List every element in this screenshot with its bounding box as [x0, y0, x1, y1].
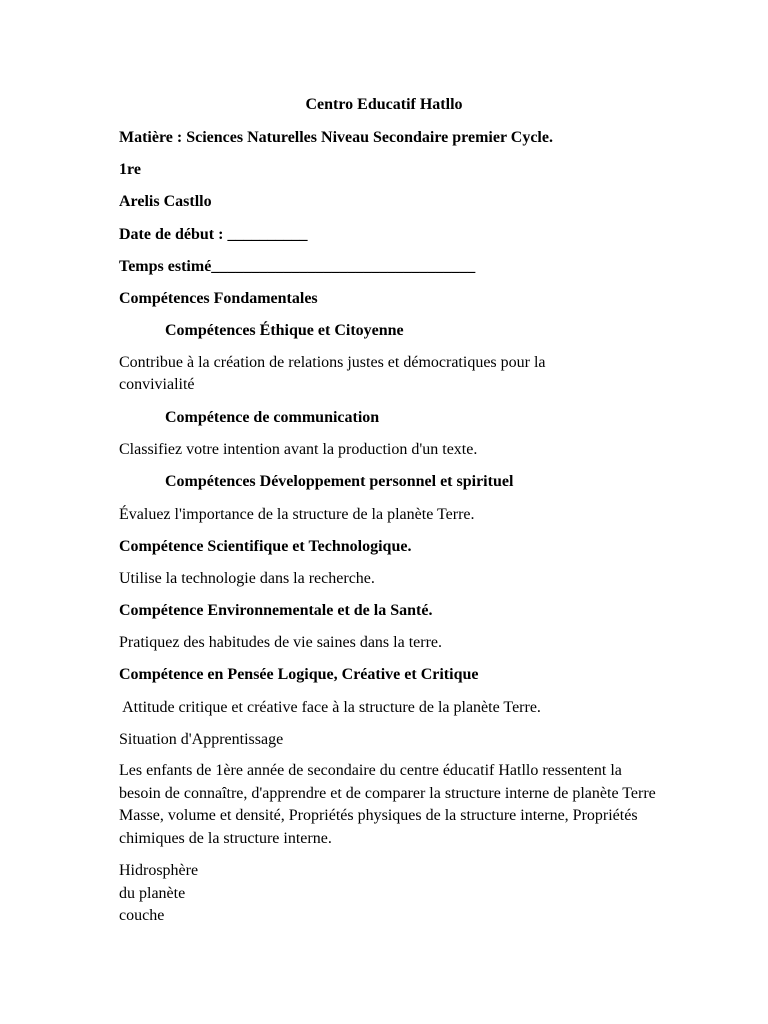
environment-text: Pratiquez des habitudes de vie saines dans la terre. [119, 634, 442, 651]
topic-list [119, 860, 198, 928]
logic-title: Compétence en Pensée Logique, Créative et Critique [119, 666, 479, 683]
communication-text: Classifiez votre intention avant la production d'un texte. [119, 441, 478, 458]
science-text: Utilise la technologie dans la recherche. [119, 570, 375, 587]
science-title: Compétence Scientifique et Technologique. [119, 538, 412, 555]
communication-title: Compétence de communication [165, 409, 380, 426]
school-title: Centro Educatif Hatllo [305, 96, 463, 113]
ethics-text: Contribue à la création de relations justes et démocratiques pour la convivialité [119, 354, 546, 393]
list-item: du planète [119, 884, 186, 902]
personal-text: Évaluez l'importance de la structure de la planète Terre. [119, 506, 475, 523]
competences-heading: Compétences Fondamentales [119, 290, 318, 307]
grade-line: 1re [119, 161, 141, 178]
situation-text: Les enfants de 1ère année de secondaire du centre éducatif Hatllo ressentent la besoin de connaître, d'apprendre et de comparer la structure interne de planète Terre Masse, volume et densité, Propriétés physiques de la structure interne, Propriétés chimiques de la structure interne. [119, 762, 656, 848]
list-item: Hidrosphère [119, 862, 199, 879]
situation-title: Situation d'Apprentissage [119, 731, 284, 748]
ethics-title: Compétences Éthique et Citoyenne [165, 322, 404, 339]
environment-title: Compétence Environnementale et de la Santé. [119, 602, 433, 619]
subject-line: Matière : Sciences Naturelles Niveau Secondaire premier Cycle. [119, 129, 553, 146]
logic-text: Attitude critique et créative face à la structure de la planète Terre. [119, 699, 541, 716]
list-item: couche [119, 907, 165, 924]
estimated-time-line: Temps estimé_________________________________ [119, 258, 476, 275]
personal-title: Compétences Développement personnel et spirituel [165, 473, 514, 490]
start-date-line: Date de début : __________ [119, 226, 308, 243]
teacher-name: Arelis Castllo [119, 193, 212, 210]
